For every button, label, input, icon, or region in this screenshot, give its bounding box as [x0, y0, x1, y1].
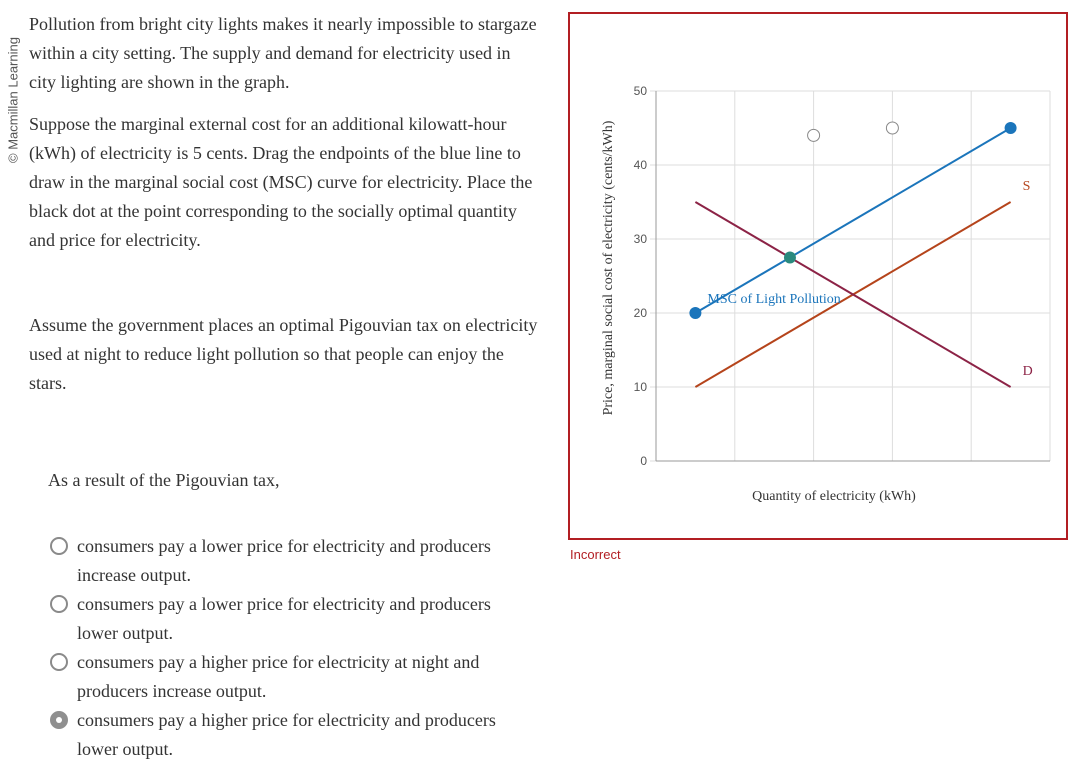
question-lead: As a result of the Pigouvian tax,: [48, 470, 280, 490]
question-tax-text: Assume the government places an optimal Pigouvian tax on electricity used at night to reduce light pollution so that people can enjoy the stars.: [29, 315, 538, 393]
answer-option-text: consumers pay a lower price for electricity and producers lower output.: [77, 594, 491, 643]
y-tick-label: 30: [633, 232, 647, 246]
radio-button[interactable]: [50, 595, 68, 613]
copyright-watermark: [0, 0, 22, 200]
answer-option[interactable]: [50, 590, 520, 648]
palette-dot[interactable]: [886, 122, 898, 134]
question-instructions: Suppose the marginal external cost for an additional kilowatt-hour (kWh) of electricity is 5 cents. Drag the endpoints of the blue line to draw in the marginal social cost (MSC) curve for electricity. Place the black dot at the point corresponding to the socially optimal quantity and price for electricity.: [29, 114, 533, 250]
y-tick-label: 0: [640, 454, 647, 468]
palette-dot[interactable]: [808, 129, 820, 141]
graph-panel: [568, 12, 1068, 540]
x-axis-label: Quantity of electricity (kWh): [752, 489, 916, 504]
radio-button[interactable]: [50, 537, 68, 555]
y-tick-label: 20: [633, 306, 647, 320]
msc-curve-label: MSC of Light Pollution: [707, 292, 841, 307]
radio-button[interactable]: [50, 653, 68, 671]
y-tick-label: 40: [633, 158, 647, 172]
answer-options: [50, 532, 520, 764]
feedback-incorrect: Incorrect: [570, 547, 621, 562]
question-intro: Pollution from bright city lights makes it nearly impossible to stargaze within a city setting. The supply and demand for electricity used in city lighting are shown in the graph.: [29, 14, 537, 92]
answer-option[interactable]: [50, 648, 520, 706]
answer-option-text: consumers pay a higher price for electricity and producers lower output.: [77, 710, 496, 759]
placed-point-marker[interactable]: [784, 252, 796, 264]
radio-button[interactable]: [50, 711, 68, 729]
msc-curve[interactable]: [695, 128, 1010, 313]
msc-endpoint-handle[interactable]: [1005, 122, 1017, 134]
answer-option-text: consumers pay a higher price for electricity at night and producers increase output.: [77, 652, 480, 701]
msc-chart: [570, 14, 1066, 538]
watermark-text: © Macmillan Learning: [5, 37, 21, 163]
answer-option-text: consumers pay a lower price for electricity and producers increase output.: [77, 536, 491, 585]
answer-option[interactable]: [50, 706, 520, 764]
demand-curve-label: D: [1022, 364, 1033, 379]
answer-option[interactable]: [50, 532, 520, 590]
y-tick-label: 50: [633, 84, 647, 98]
y-tick-label: 10: [633, 380, 647, 394]
supply-curve-label: S: [1022, 179, 1031, 194]
msc-endpoint-handle[interactable]: [689, 307, 701, 319]
y-axis-label: Price, marginal social cost of electricity (cents/kWh): [601, 120, 616, 416]
